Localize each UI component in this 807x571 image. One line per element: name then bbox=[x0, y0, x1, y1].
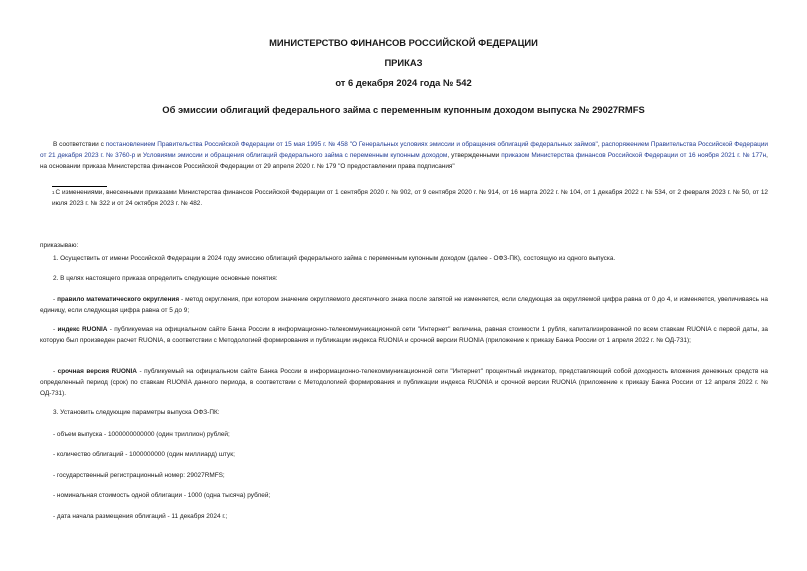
param-registration-number: - государственный регистрационный номер: 29027RMFS; bbox=[53, 472, 225, 479]
definition-term: правило математического округления bbox=[57, 296, 180, 303]
preamble-paragraph bbox=[40, 139, 768, 172]
preamble-text-5: , на основании приказа Министерства финансов Российской Федерации от 29 апреля 2020 г. № 179 "О предоставлении права подписания" bbox=[40, 152, 768, 170]
link-decree-458[interactable]: постановлением Правительства Российской Федерации от 15 мая 1995 г. № 458 "О Генеральных условиях эмиссии и обращения облигаций федеральных займов" bbox=[105, 141, 598, 148]
item-1: 1. Осуществить от имени Российской Федерации в 2024 году эмиссию облигаций федерального займа с переменным купонным доходом (далее - ОФЗ-ПК), состоящую из одного выпуска. bbox=[53, 255, 616, 262]
order-word: приказываю: bbox=[40, 242, 79, 249]
footnote-text: С изменениями, внесенными приказами Министерства финансов Российской Федерации от 1 сентября 2020 г. № 902, от 9 сентября 2020 г. № 914, от 16 марта 2022 г. № 104, от 1 декабря 2022 г. № 534, от 2 февраля 2023 г. № 50, от 12 июля 2023 г. № 322 и от 24 октября 2023 г. № 482. bbox=[52, 189, 768, 207]
link-order-3760[interactable]: распоряжением Правительства Российской Федерации от 21 декабря 2023 г. № 3760-р bbox=[40, 141, 769, 159]
definition-text: - публикуемый на официальном сайте Банка России в информационно-телекоммуникационной сети "Интернет" процентный индикатор, представляющий собой доходность вложения денежных средств на определенный период (срок) по ставкам RUONIA данного периода, в соответствии с Методологией формирования и публикации индекса RUONIA и срочной версии RUONIA (приложение к приказу Банка России от 12 апреля 2022 г. № ОД-731). bbox=[40, 368, 768, 397]
doc-title: Об эмиссии облигаций федерального займа с переменным купонным доходом выпуска № 29027RMFS bbox=[162, 104, 645, 115]
preamble-text-4: , утвержденными bbox=[447, 152, 502, 159]
definition-term: срочная версия RUONIA bbox=[57, 368, 137, 375]
param-quantity: - количество облигаций - 1000000000 (один миллиард) штук; bbox=[53, 451, 235, 458]
preamble-text-1: В соответствии с bbox=[53, 141, 106, 148]
doc-date-number: от 6 декабря 2024 года № 542 bbox=[335, 77, 472, 88]
definition-term: индекс RUONIA bbox=[57, 326, 108, 333]
param-nominal-value: - номинальная стоимость одной облигации - 1000 (одна тысяча) рублей; bbox=[53, 492, 271, 499]
param-placement-date: - дата начала размещения облигаций - 11 декабря 2024 г.; bbox=[53, 513, 228, 520]
link-emission-conditions[interactable]: Условиями эмиссии и обращения облигаций федерального займа с переменным купонным доходом bbox=[142, 152, 448, 159]
definition-dash: - bbox=[53, 326, 58, 333]
definition-ruonia-index bbox=[40, 324, 768, 346]
preamble-text-2: , bbox=[597, 141, 602, 148]
preamble-text-3: и bbox=[135, 152, 143, 159]
definition-dash: - bbox=[53, 296, 58, 303]
item-3: 3. Установить следующие параметры выпуска ОФЗ-ПК: bbox=[53, 409, 220, 416]
ministry-heading: МИНИСТЕРСТВО ФИНАНСОВ РОССИЙСКОЙ ФЕДЕРАЦИИ bbox=[269, 37, 538, 48]
item-2: 2. В целях настоящего приказа определить следующие основные понятия: bbox=[53, 275, 278, 282]
definition-ruonia-term bbox=[40, 366, 768, 399]
definition-text: - метод округления, при котором значение округляемого десятичного знака после запятой не изменяется, если следующая за округляемой цифра равна от 0 до 4, и изменяется, увеличиваясь на единицу, если следующая цифра равна от 5 до 9; bbox=[40, 296, 769, 314]
footnote-marker: 1 bbox=[52, 190, 55, 195]
footnote bbox=[52, 187, 768, 209]
definition-dash: - bbox=[53, 368, 58, 375]
param-volume: - объем выпуска - 1000000000000 (один триллион) рублей; bbox=[53, 431, 230, 438]
definition-text: - публикуемая на официальном сайте Банка России в информационно-телекоммуникационной сети "Интернет" величина, равная стоимости 1 рубля, капитализированной по всем ставкам RUONIA с первой даты, за которую был произведен расчет RUONIA, в соответствии с Методологией формирования и публикации индекса RUONIA и срочной версии RUONIA (приложение к приказу Банка России от 1 апреля 2022 г. № ОД-731); bbox=[40, 326, 768, 344]
link-order-177n[interactable]: приказом Министерства финансов Российской Федерации от 16 ноября 2021 г. № 177н bbox=[501, 152, 767, 159]
definition-rounding bbox=[40, 294, 768, 316]
doc-type-heading: ПРИКАЗ bbox=[384, 57, 423, 68]
